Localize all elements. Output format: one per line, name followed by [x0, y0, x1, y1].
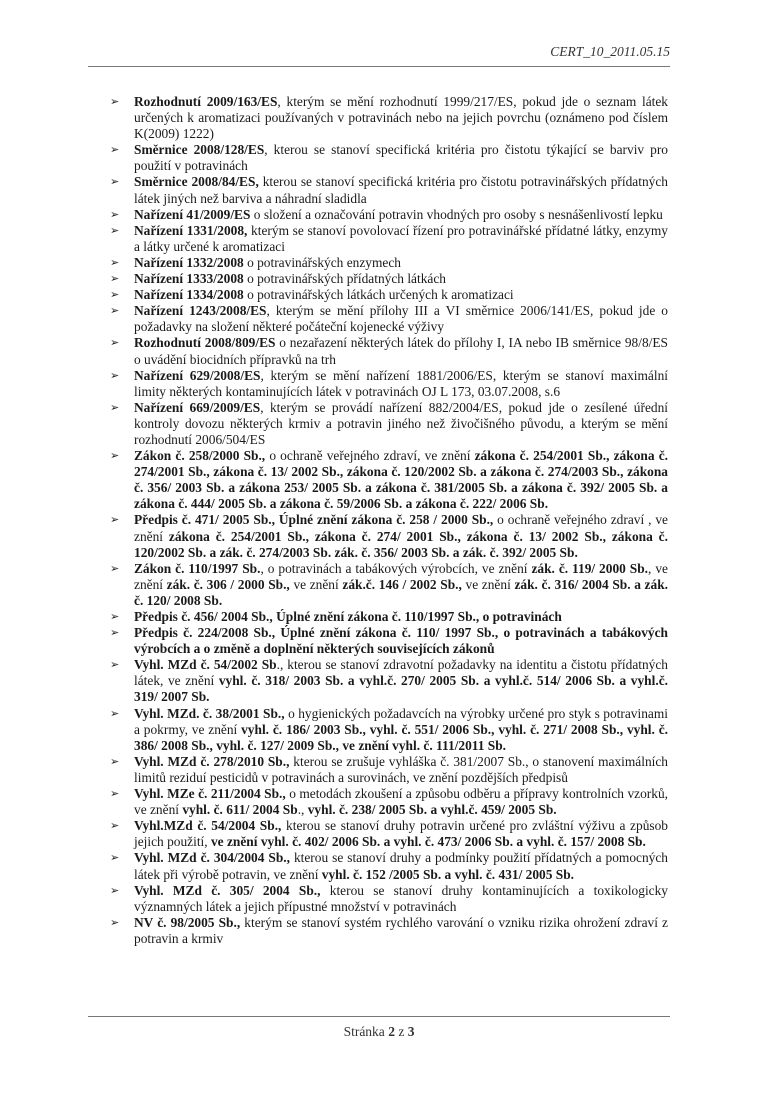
item-text: ve znění [461, 576, 515, 592]
arrow-bullet-icon: ➢ [110, 450, 120, 463]
item-text: o hygienických požadavcích na výrobky určené pro styk s potravinami a pokrmy, ve znění [134, 705, 668, 737]
item-text: , kterým se mění přílohy III a VI směrnice 2006/141/ES, pokud jde o požadavky na složení některé počáteční kojenecké výživy [134, 303, 668, 335]
item-text: ., kterou se stanoví zdravotní požadavky na identitu a čistotu přídatných látek, ve znění [134, 657, 669, 689]
header-divider [88, 66, 670, 67]
item-text: , o potravinách a tabákových výrobcích, ve znění [260, 560, 532, 576]
arrow-bullet-icon: ➢ [110, 788, 120, 801]
bold-reference: Vyhl. MZd č. 305/ 2004 Sb., [134, 882, 321, 898]
item-text: , kterým se mění nařízení 1881/2006/ES, kterým se stanoví maximální limity některých kontaminujících látek v potravinách OJ L 173, 03.07.2008, s.6 [134, 367, 669, 399]
bold-reference: Nařízení 1334/2008 [134, 287, 244, 303]
legislation-item [108, 174, 668, 206]
item-text: kterou se stanoví druhy a podmínky použití přídatných a pomocných látek při výrobě potravin, ve znění [134, 850, 668, 882]
arrow-bullet-icon: ➢ [110, 707, 120, 720]
legislation-item [108, 207, 668, 223]
arrow-bullet-icon: ➢ [110, 562, 120, 575]
bold-reference: Nařízení 629/2008/ES [134, 367, 261, 383]
item-text: ., [297, 802, 308, 818]
legislation-item [108, 818, 668, 850]
legislation-item [108, 625, 668, 657]
item-text: o metodách zkoušení a způsobu odběru a přípravy kontrolních vzorků, ve znění [134, 786, 668, 818]
arrow-bullet-icon: ➢ [110, 224, 120, 237]
page-label: Stránka [343, 1024, 385, 1039]
legislation-item [108, 512, 668, 560]
item-text: o potravinářských přídatných látkách [243, 271, 446, 287]
bold-reference: Vyhl. MZd č. 54/2002 Sb [134, 657, 277, 673]
item-text: o ochraně veřejného zdraví, ve znění [265, 448, 475, 464]
legislation-item [108, 786, 668, 818]
legislation-item [108, 754, 668, 786]
arrow-bullet-icon: ➢ [110, 305, 120, 318]
arrow-bullet-icon: ➢ [110, 514, 120, 527]
item-text: kterou se stanoví specifická kritéria pro čistotu potravinářských přídatných látek jiných než barviva a náhradní sladidla [134, 174, 669, 206]
arrow-bullet-icon: ➢ [110, 755, 120, 768]
bold-reference: zákona č. 254/2001 Sb., zákona č. 274/2001 Sb., zákona č. 13/ 2002 Sb., zákona č. 120/2002 Sb. a zákona č. 274/2003 Sb., zákona č. 356/ 2003 Sb. a zákona 253/ 2005 Sb. a zákona č. 381/2005 Sb. a zákona č. 392/ 2005 Sb. a zákona č. 444/ 2005 Sb. a zákona č. 59/2006 Sb. a zákona č. 222/ 2006 Sb. [134, 448, 668, 512]
bold-reference: zák.č. 146 / 2002 Sb., [342, 576, 462, 592]
document-code: CERT_10_2011.05.15 [550, 44, 670, 59]
arrow-bullet-icon: ➢ [110, 176, 120, 189]
bold-reference: Vyhl.MZd č. 54/2004 Sb., [134, 818, 282, 834]
legislation-item [108, 561, 668, 609]
bold-reference: Zákon č. 258/2000 Sb., [134, 448, 266, 464]
bold-reference: Nařízení 41/2009/ES [134, 206, 251, 222]
bold-reference: ve znění vyhl. č. 402/ 2006 Sb. a vyhl. č. 473/ 2006 Sb. a vyhl. č. 157/ 2008 Sb. [210, 834, 646, 850]
bold-reference: Vyhl. MZd. č. 38/2001 Sb., [134, 705, 285, 721]
legislation-item [108, 303, 668, 335]
bold-reference: zák. č. 306 / 2000 Sb., [166, 576, 290, 592]
current-page: 2 [388, 1024, 395, 1039]
bold-reference: vyhl. č. 238/ 2005 Sb. a vyhl.č. 459/ 2005 Sb. [307, 802, 557, 818]
bold-reference: zák. č. 119/ 2000 Sb. [531, 560, 649, 576]
legislation-item [108, 706, 668, 754]
legislation-item [108, 287, 668, 303]
legislation-item [108, 915, 668, 947]
item-text: , ve znění [134, 560, 668, 592]
item-text: o nezařazení některých látek do přílohy I, IA nebo IB směrnice 98/8/ES o uvádění biocidních přípravků na trh [134, 335, 668, 367]
arrow-bullet-icon: ➢ [110, 884, 120, 897]
legislation-item [108, 657, 668, 705]
item-text: , kterou se stanoví specifická kritéria pro čistotu týkající se barviv pro použití v potravinách [134, 142, 668, 174]
bold-reference: Vyhl. MZd č. 278/2010 Sb., [134, 753, 290, 769]
legislation-item [108, 271, 668, 287]
bold-reference: Předpis č. 224/2008 Sb., Úplné znění zákona č. 110/ 1997 Sb., o potravinách a tabákových výrobcích a o změně a doplnění některých souvisejících zákonů [134, 625, 668, 657]
legislation-item [108, 609, 668, 625]
arrow-bullet-icon: ➢ [110, 289, 120, 302]
bold-reference: zákona č. 254/2001 Sb., zákona č. 274/ 2001 Sb., zákona č. 13/ 2002 Sb., zákona č. 120/2002 Sb. a zák. č. 274/2003 Sb. zák. č. 356/ 2003 Sb. a zák. č. 392/ 2005 Sb. [134, 528, 668, 560]
item-text: o potravinářských enzymech [243, 254, 401, 270]
arrow-bullet-icon: ➢ [110, 369, 120, 382]
legislation-item [108, 255, 668, 271]
item-text: kterou se stanoví druhy potravin určené pro zvláštní výživu a způsob jejich použití, [134, 818, 668, 850]
page-footer [88, 1024, 670, 1040]
legislation-item [108, 368, 668, 400]
arrow-bullet-icon: ➢ [110, 659, 120, 672]
arrow-bullet-icon: ➢ [110, 852, 120, 865]
bold-reference: Zákon č. 110/1997 Sb. [134, 560, 261, 576]
item-text: o potravinářských látkách určených k aromatizaci [243, 287, 514, 303]
bold-reference: vyhl. č. 318/ 2003 Sb. a vyhl.č. 270/ 2005 Sb. a vyhl.č. 514/ 2006 Sb. a vyhl.č. 319/ 2007 Sb. [134, 673, 668, 705]
bold-reference: vyhl. č. 186/ 2003 Sb., vyhl. č. 551/ 2006 Sb., vyhl. č. 271/ 2008 Sb., vyhl. č. 386/ 2008 Sb., vyhl. č. 127/ 2009 Sb., ve znění vyhl. č. 111/2011 Sb. [134, 721, 668, 753]
item-text: , kterým se provádí nařízení 882/2004/ES, pokud jde o zesílené úřední kontroly dovozu některých krmiv a potravin jiného než živočišného původu, a kterým se mění rozhodnutí 2006/504/ES [134, 399, 669, 447]
bold-reference: Nařízení 1243/2008/ES [134, 303, 267, 319]
arrow-bullet-icon: ➢ [110, 611, 120, 623]
bold-reference: Vyhl. MZd č. 304/2004 Sb., [134, 850, 290, 866]
item-text: o ochraně veřejného zdraví , ve znění [134, 512, 668, 544]
legislation-list [108, 94, 668, 947]
bold-reference: zák. č. 316/ 2004 Sb. a zák. č. 120/ 2008 Sb. [134, 576, 668, 608]
bold-reference: Nařízení 1332/2008 [134, 254, 244, 270]
arrow-bullet-icon: ➢ [110, 256, 120, 269]
bold-reference: vyhl. č. 152 /2005 Sb. a vyhl. č. 431/ 2005 Sb. [321, 866, 575, 882]
legislation-item [108, 94, 668, 142]
arrow-bullet-icon: ➢ [110, 820, 120, 833]
legislation-item [108, 223, 668, 255]
item-text: kterým se stanoví povolovací řízení pro potravinářské přídatné látky, enzymy a látky určené k aromatizaci [134, 222, 669, 254]
arrow-bullet-icon: ➢ [110, 144, 120, 157]
item-text: , kterým se mění rozhodnutí 1999/217/ES, pokud jde o seznam látek určených k aromatizaci používaných v potravinách nebo na jejich povrchu (oznámeno pod číslem K(2009) 1222) [134, 94, 668, 142]
bold-reference: Předpis č. 456/ 2004 Sb., Úplné znění zákona č. 110/1997 Sb., o potravinách [134, 609, 562, 624]
bold-reference: Rozhodnutí 2009/163/ES [134, 94, 278, 109]
bold-reference: Rozhodnutí 2008/809/ES [134, 335, 276, 351]
item-text: kterou se zrušuje vyhláška č. 381/2007 Sb., o stanovení maximálních limitů reziduí pesticidů v potravinách a surovinách, ve znění pozdějších předpisů [134, 753, 668, 785]
footer-divider [88, 1016, 670, 1017]
bold-reference: Předpis č. 471/ 2005 Sb., Úplné znění zákona č. 258 / 2000 Sb., [134, 512, 494, 528]
arrow-bullet-icon: ➢ [110, 401, 120, 414]
bold-reference: vyhl. č. 611/ 2004 Sb [182, 802, 298, 818]
bold-reference: Vyhl. MZe č. 211/2004 Sb., [134, 786, 286, 802]
bold-reference: Nařízení 1331/2008, [134, 222, 248, 238]
legislation-item [108, 448, 668, 512]
bold-reference: Nařízení 669/2009/ES [134, 399, 261, 415]
arrow-bullet-icon: ➢ [110, 96, 120, 108]
arrow-bullet-icon: ➢ [110, 627, 120, 640]
arrow-bullet-icon: ➢ [110, 337, 120, 350]
arrow-bullet-icon: ➢ [110, 916, 120, 929]
bold-reference: NV č. 98/2005 Sb., [134, 914, 241, 930]
bold-reference: Nařízení 1333/2008 [134, 271, 244, 287]
legislation-item [108, 142, 668, 174]
arrow-bullet-icon: ➢ [110, 273, 120, 286]
legislation-item [108, 335, 668, 367]
bold-reference: Směrnice 2008/128/ES [134, 142, 265, 158]
arrow-bullet-icon: ➢ [110, 208, 120, 221]
item-text: o složení a označování potravin vhodných pro osoby s nesnášenlivostí lepku [250, 206, 663, 222]
item-text: ve znění [289, 576, 343, 592]
legislation-item [108, 400, 668, 448]
total-pages: 3 [407, 1024, 415, 1039]
bold-reference: Směrnice 2008/84/ES, [134, 174, 259, 190]
legislation-item [108, 883, 668, 915]
item-text: kterou se stanoví druhy kontaminujících a toxikologicky významných látek a jejich přípustné množství v potravinách [134, 882, 668, 914]
item-text: kterým se stanoví systém rychlého varování o vzniku rizika ohrožení zdraví z potravin a krmiv [134, 914, 669, 946]
legislation-item [108, 850, 668, 882]
of-label: z [398, 1024, 405, 1039]
